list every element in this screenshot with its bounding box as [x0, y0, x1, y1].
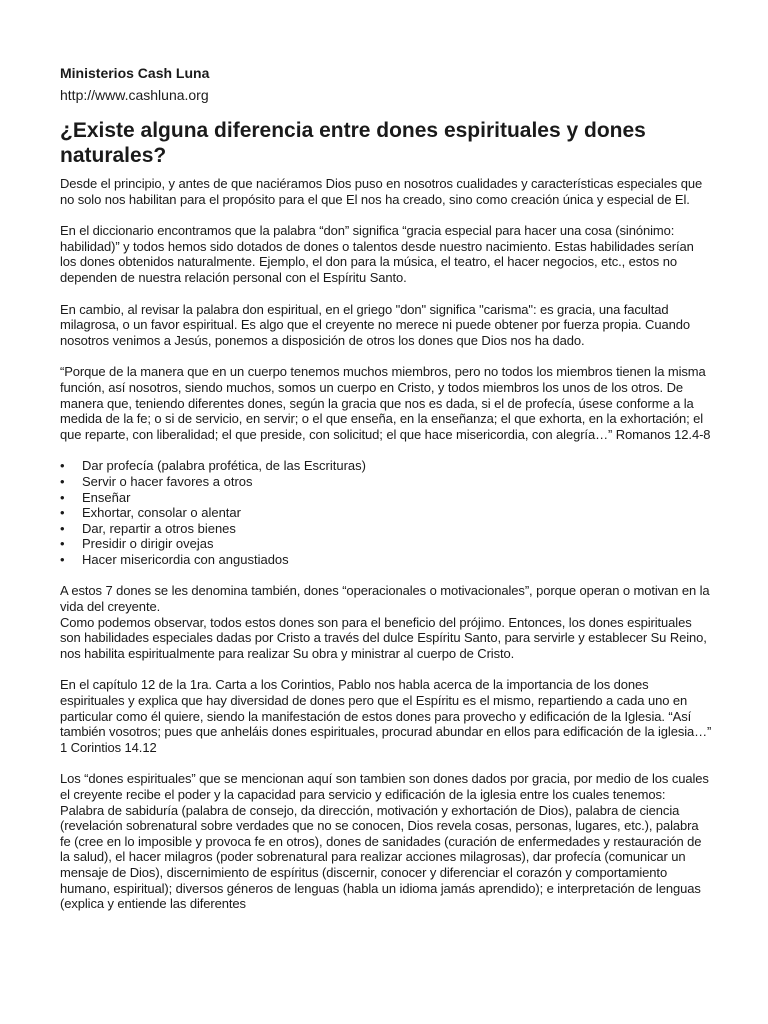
paragraph-corinthians: En el capítulo 12 de la 1ra. Carta a los Corintios, Pablo nos habla acerca de la importancia de los dones espirituales y explica que hay diversidad de dones pero que el Espíritu es el mismo, repartiendo a cada uno en particular como él quiere, siendo la manifestación de estos dones para provecho y edificación de la Iglesia. “Así también vosotros; pues que anheláis dones espirituales, procurad abundar en ellos para edificación de la iglesia…” 1 Corintios 14.12 [60, 677, 712, 755]
list-item [60, 474, 712, 490]
website-url[interactable]: http://www.cashluna.org [60, 87, 209, 103]
paragraph-intro: Desde el principio, y antes de que naciéramos Dios puso en nosotros cualidades y características especiales que no solo nos habilitan para el propósito para el que El nos ha creado, sino como creación única y especial de El. [60, 176, 703, 207]
list-item [60, 505, 712, 521]
paragraph-operational-gifts: A estos 7 dones se les denomina también, dones “operacionales o motivacionales”, porque operan o motivan en la vida del creyente. [60, 583, 710, 615]
bullet-icon: • [60, 505, 65, 521]
list-item-text: Enseñar [82, 489, 131, 505]
list-item [60, 536, 712, 552]
organization-name: Ministerios Cash Luna [60, 65, 210, 81]
paragraph-neighbor-benefit: Como podemos observar, todos estos dones son para el beneficio del prójimo. Entonces, los dones espirituales son habilidades especiales dadas por Cristo a través del dulce Espíritu Santo, para servirle y establecer Su Reino, nos habilita espiritualmente para realizar Su obra y ministrar al cuerpo de Cristo. [60, 614, 707, 661]
list-item-text: Dar, repartir a otros bienes [82, 520, 236, 536]
list-item [60, 490, 712, 506]
paragraph-spiritual-gifts-list: Los “dones espirituales” que se mencionan aquí son tambien son dones dados por gracia, por medio de los cuales el creyente recibe el poder y la capacidad para servicio y edificación de la iglesia entre los cuales tenemos: Palabra de sabiduría (palabra de consejo, da dirección, motivación y exhortación de Dios), palabra de ciencia (revelación sobrenatural sobre verdades que no se conocen, Dios revela cosas, personas, lugares, etc.), palabra fe (cree en lo imposible y provoca fe en otros), dones de sanidades (curación de enfermedades y restauración de la salud), el hacer milagros (poder sobrenatural para realizar acciones milagrosas), dar profecía (comunicar un mensaje de Dios), discernimiento de espíritus (discernir, conocer y diferenciar el corazón y comportamiento humano, espiritual); diversos géneros de lenguas (habla un idioma jamás aprendido); e interpretación de lenguas (explica y entiende las diferentes [60, 771, 709, 912]
list-item [60, 552, 712, 568]
document-page [60, 62, 712, 928]
article-title: ¿Existe alguna diferencia entre dones espirituales y dones naturales? [60, 119, 646, 167]
bullet-icon: • [60, 473, 65, 489]
bullet-icon: • [60, 489, 65, 505]
list-item-text: Presidir o dirigir ovejas [82, 536, 214, 552]
paragraph-spiritual-gift: En cambio, al revisar la palabra don espiritual, en el griego "don" significa "carisma": es gracia, una facultad milagrosa, o un favor espiritual. Es algo que el creyente no merece ni puede obtener por fuerza propia. Cuando nosotros venimos a Jesús, ponemos a disposición de otros los dones que Dios nos ha dado. [60, 301, 690, 348]
bullet-icon: • [60, 520, 65, 536]
list-item [60, 521, 712, 537]
list-item [60, 458, 712, 474]
bullet-icon: • [60, 458, 65, 474]
bullet-icon: • [60, 551, 65, 567]
paragraph-romans-quote: “Porque de la manera que en un cuerpo tenemos muchos miembros, pero no todos los miembros tienen la misma función, así nosotros, siendo muchos, somos un cuerpo en Cristo, y todos miembros los unos de los otros. De manera que, teniendo diferentes dones, según la gracia que nos es dada, si el de profecía, úsese conforme a la medida de la fe; o si de servicio, en servir; o el que enseña, en la enseñanza; el que exhorta, en la exhortación; el que reparte, con liberalidad; el que preside, con solicitud; el que hace misericordia, con alegría…” Romanos 12.4-8 [60, 364, 711, 442]
paragraph-dictionary: En el diccionario encontramos que la palabra “don” significa “gracia especial para hacer una cosa (sinónimo: habilidad)” y todos hemos sido dotados de dones o talentos desde nuestro nacimiento. Estas habilidades serían los dones obtenidos naturalmente. Ejemplo, el don para la música, el teatro, el hacer negocios, etc., estos no dependen de nuestra relación personal con el Espíritu Santo. [60, 223, 694, 285]
list-item-text: Servir o hacer favores a otros [82, 473, 253, 489]
list-item-text: Exhortar, consolar o alentar [82, 505, 241, 521]
gifts-list [60, 458, 712, 567]
list-item-text: Dar profecía (palabra profética, de las Escrituras) [82, 458, 366, 474]
list-item-text: Hacer misericordia con angustiados [82, 551, 289, 567]
bullet-icon: • [60, 536, 65, 552]
